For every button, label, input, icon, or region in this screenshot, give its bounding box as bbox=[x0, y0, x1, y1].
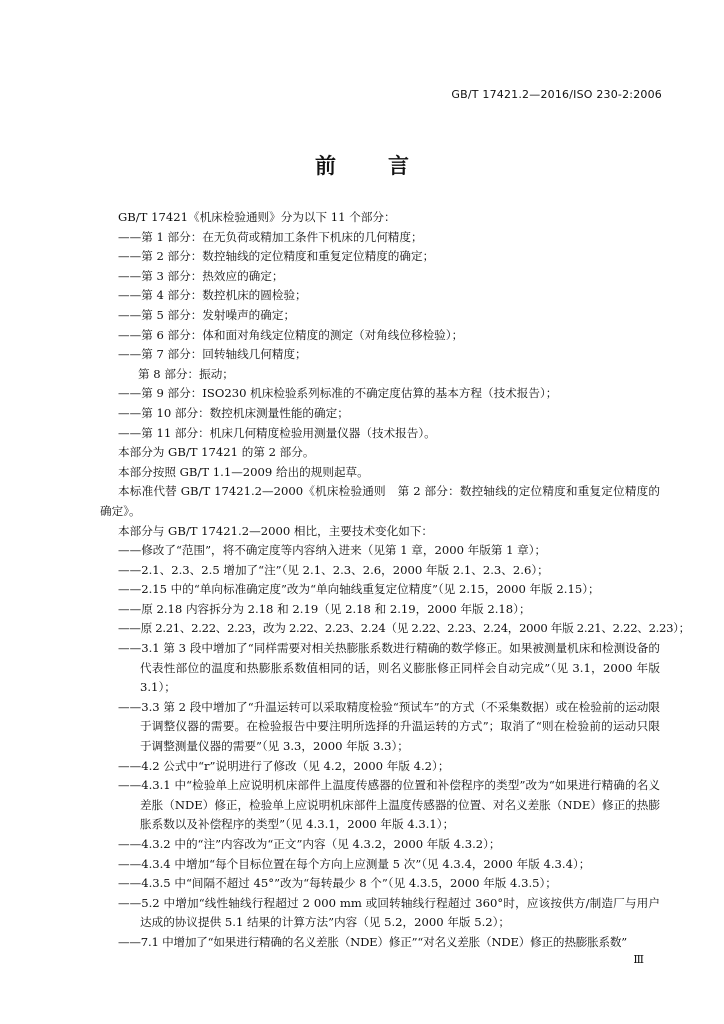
list-item: ——第 3 部分：热效应的确定； bbox=[118, 268, 284, 283]
list-item: ——第 6 部分：体和面对角线定位精度的测定（对角线位移检验）； bbox=[118, 327, 464, 342]
change-item: ——原 2.21、2.22、2.23，改为 2.22、2.23、2.24（见 2.22、2.23、2.24，2000 年版 2.21、2.22、2.23）； bbox=[118, 621, 690, 636]
change-item: ——4.3.1 中“检验单上应说明机床部件上温度传感器的位置和补偿程序的类型”改为“如果进行精确的名义差胀（NDE）修正，检验单上应说明机床部件上温度传感器的位置、对名义差胀（NDE）修正的热膨胀系数以及补偿程序的类型”（见 4.3.1，2000 年版 4.3.1）； bbox=[118, 778, 660, 832]
change-item: ——3.3 第 2 段中增加了“升温运转可以采取精度检验“预试车”的方式（不采集数据）或在检验前的运动限于调整仪器的需要。在检验报告中要注明所选择的升温运转的方式”；取消了“则在检验前的运动只限于调整测量仪器的需要”（见 3.3，2000 年版 3.3）； bbox=[118, 699, 660, 754]
paragraph: 本部分按照 GB/T 1.1—2009 给出的规则起草。 bbox=[118, 464, 369, 479]
change-item: ——4.3.2 中的“注”内容改为“正文”内容（见 4.3.2，2000 年版 4.3.2）； bbox=[118, 837, 501, 851]
change-item: ——4.3.5 中“间隔不超过 45°”改为“每转最少 8 个”（见 4.3.5，2000 年版 4.3.5）； bbox=[118, 876, 557, 891]
list-item: ——第 2 部分：数控轴线的定位精度和重复定位精度的确定； bbox=[118, 249, 435, 264]
change-item: ——5.2 中增加“线性轴线行程超过 2 000 mm 或回转轴线行程超过 360°时，应该按供方/制造厂与用户达成的协议提供 5.1 结果的计算方法”内容（见 5.2，2000 年版 5.2）； bbox=[118, 895, 660, 930]
change-item: ——修改了“范围”，将不确定度等内容纳入进来（见第 1 章，2000 年版第 1 章）； bbox=[118, 543, 547, 558]
list-item: ——第 11 部分：机床几何精度检验用测量仪器（技术报告）。 bbox=[118, 425, 436, 440]
change-item: ——2.15 中的“单向标准确定度”改为“单向轴线重复定位精度”（见 2.15，2000 年版 2.15）； bbox=[118, 582, 600, 597]
list-item: ——第 4 部分：数控机床的圆检验； bbox=[118, 288, 307, 303]
change-item: ——原 2.18 内容拆分为 2.18 和 2.19（见 2.18 和 2.19，2000 年版 2.18）； bbox=[118, 601, 531, 616]
list-item: ——第 7 部分：回转轴线几何精度； bbox=[118, 347, 307, 362]
title-char-2: 言 bbox=[388, 154, 409, 178]
standard-code-header: GB/T 17421.2—2016/ISO 230-2:2006 bbox=[451, 88, 662, 101]
page-number: Ⅲ bbox=[633, 953, 644, 966]
title-char-1: 前 bbox=[315, 154, 336, 178]
list-item: ——第 10 部分：数控机床测量性能的确定； bbox=[118, 405, 349, 420]
paragraph: 本标准代替 GB/T 17421.2—2000《机床检验通则 第 2 部分：数控轴线的定位精度和重复定位精度的确定》。 bbox=[100, 484, 660, 518]
list-item: ——第 1 部分：在无负荷或精加工条件下机床的几何精度； bbox=[118, 229, 423, 244]
intro-line: GB/T 17421《机床检验通则》分为以下 11 个部分： bbox=[118, 210, 396, 224]
list-item: ——第 9 部分：ISO230 机床检验系列标准的不确定度估算的基本方程（技术报告）； bbox=[118, 386, 558, 401]
list-item: 第 8 部分：振动； bbox=[138, 366, 234, 381]
change-item: ——4.3.4 中增加“每个目标位置在每个方向上应测量 5 次”（见 4.3.4，2000 年版 4.3.4）； bbox=[118, 856, 591, 871]
change-item: ——2.1、2.3、2.5 增加了“注”（见 2.1、2.3、2.6，2000 年版 2.1、2.3、2.6）； bbox=[118, 562, 549, 577]
change-item: ——4.2 公式中“r”说明进行了修改（见 4.2，2000 年版 4.2）； bbox=[118, 758, 450, 773]
list-item: ——第 5 部分：发射噪声的确定； bbox=[118, 307, 296, 322]
foreword-body bbox=[100, 208, 690, 953]
change-item: ——3.1 第 3 段中增加了“同样需要对相关热膨胀系数进行精确的数学修正。如果被测量机床和检测设备的代表性部位的温度和热膨胀系数值相同的话，则名义膨胀修正同样会自动完成”（见 3.1，2000 年版 3.1）； bbox=[118, 641, 660, 695]
paragraph: 本部分为 GB/T 17421 的第 2 部分。 bbox=[118, 445, 315, 460]
change-item: ——7.1 中增加了“如果进行精确的名义差胀（NDE）修正”“对名义差胀（NDE）修正的热膨胀系数” bbox=[118, 934, 628, 949]
paragraph: 本部分与 GB/T 17421.2—2000 相比，主要技术变化如下： bbox=[118, 523, 434, 538]
page-title bbox=[0, 150, 724, 180]
